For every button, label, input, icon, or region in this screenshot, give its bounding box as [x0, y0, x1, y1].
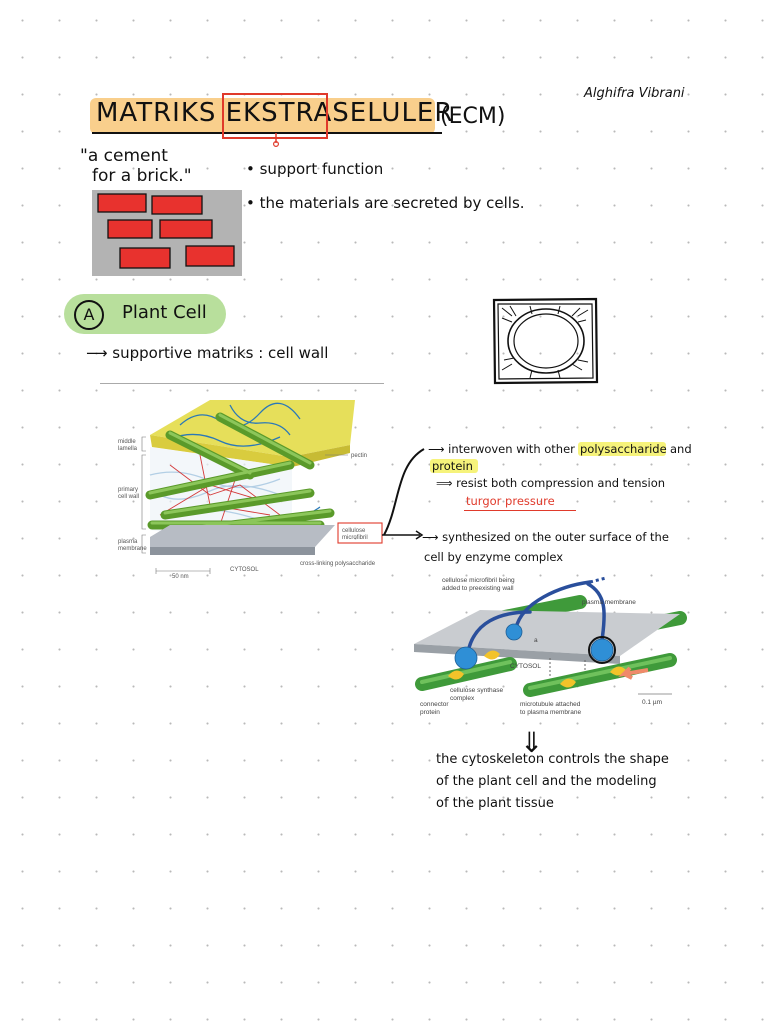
point-materials-secreted: • the materials are secreted by cells.	[246, 194, 525, 212]
label-cross-linking: cross-linking polysaccharide	[300, 561, 376, 567]
label-cytosol-synth: CYTOSOL	[510, 663, 541, 670]
ekstra-down-arrow-icon	[268, 133, 284, 147]
note-interwoven: ⟶ interwoven with other	[428, 442, 575, 456]
label-microtubule-1: microtubule attached	[520, 701, 581, 708]
cellulose-synthase-figure	[410, 572, 700, 722]
label-synthase-1: cellulose synthase	[450, 687, 504, 694]
note-synthesized: ⟶ synthesized on the outer surface of the	[422, 530, 669, 544]
note-polysaccharide: polysaccharide	[580, 442, 667, 456]
label-plasma-membrane-1: plasma	[118, 539, 138, 545]
section-title: Plant Cell	[122, 302, 207, 323]
label-connector-1: connector	[420, 701, 449, 708]
label-cellulose-added-2: added to preexisting wall	[442, 585, 514, 592]
conclusion-line-3: of the plant tissue	[436, 796, 554, 811]
note-protein: protein	[432, 459, 473, 473]
note-and: and	[670, 442, 692, 456]
conclusion-line-2: of the plant cell and the modeling	[436, 774, 657, 789]
quote-line-1: "a cement	[80, 146, 168, 166]
label-pectin: pectin	[351, 453, 368, 459]
label-cellulose-microfibril-2: microfibril	[342, 535, 368, 541]
note-turgor-pressure: turgor pressure	[466, 494, 555, 508]
label-primary-wall-2: cell wall	[118, 494, 140, 500]
label-plasma-membrane-2: membrane	[118, 546, 147, 552]
section-letter-badge: A	[74, 300, 104, 330]
author-signature: Alghifra Vibrani	[584, 86, 685, 101]
plant-cell-sketch	[490, 296, 602, 386]
label-cellulose-microfibril-1: cellulose	[342, 528, 366, 534]
down-arrow-icon: ⇓	[520, 726, 544, 759]
conclusion-line-1: the cytoskeleton controls the shape	[436, 752, 669, 767]
brick-wall-drawing	[92, 190, 242, 276]
label-middle-lamella-2: lamella	[118, 446, 138, 452]
point-support-function: • support function	[246, 160, 384, 178]
section-divider	[100, 383, 384, 384]
label-connector-2: protein	[420, 709, 440, 716]
turgor-underline	[464, 510, 576, 511]
label-synthase-2: complex	[450, 695, 475, 702]
note-enzyme-complex: cell by enzyme complex	[424, 550, 564, 564]
label-scale-50nm: 50 nm	[172, 574, 189, 580]
cell-wall-structure-figure	[110, 395, 400, 585]
label-plasma-membrane: plasma membrane	[582, 599, 636, 606]
label-marker-a: a	[534, 637, 538, 644]
label-cytosol: CYTOSOL	[230, 567, 259, 573]
label-microtubule-2: to plasma membrane	[520, 709, 582, 716]
title-abbreviation: (ECM)	[440, 104, 506, 129]
supportive-matrix-note: ⟶ supportive matriks : cell wall	[86, 344, 329, 362]
label-middle-lamella-1: middle	[118, 439, 136, 445]
label-cellulose-added-1: cellulose microfibril being	[442, 577, 515, 584]
note-resist-compression: ⟹ resist both compression and tension	[436, 476, 666, 490]
quote-line-2: for a brick."	[92, 166, 192, 186]
label-scale-01um: 0.1 µm	[642, 699, 663, 706]
label-primary-wall-1: primary	[118, 487, 139, 493]
page-title: MATRIKS EKSTRASELULER	[96, 98, 454, 128]
annotation-arrows	[380, 435, 430, 545]
